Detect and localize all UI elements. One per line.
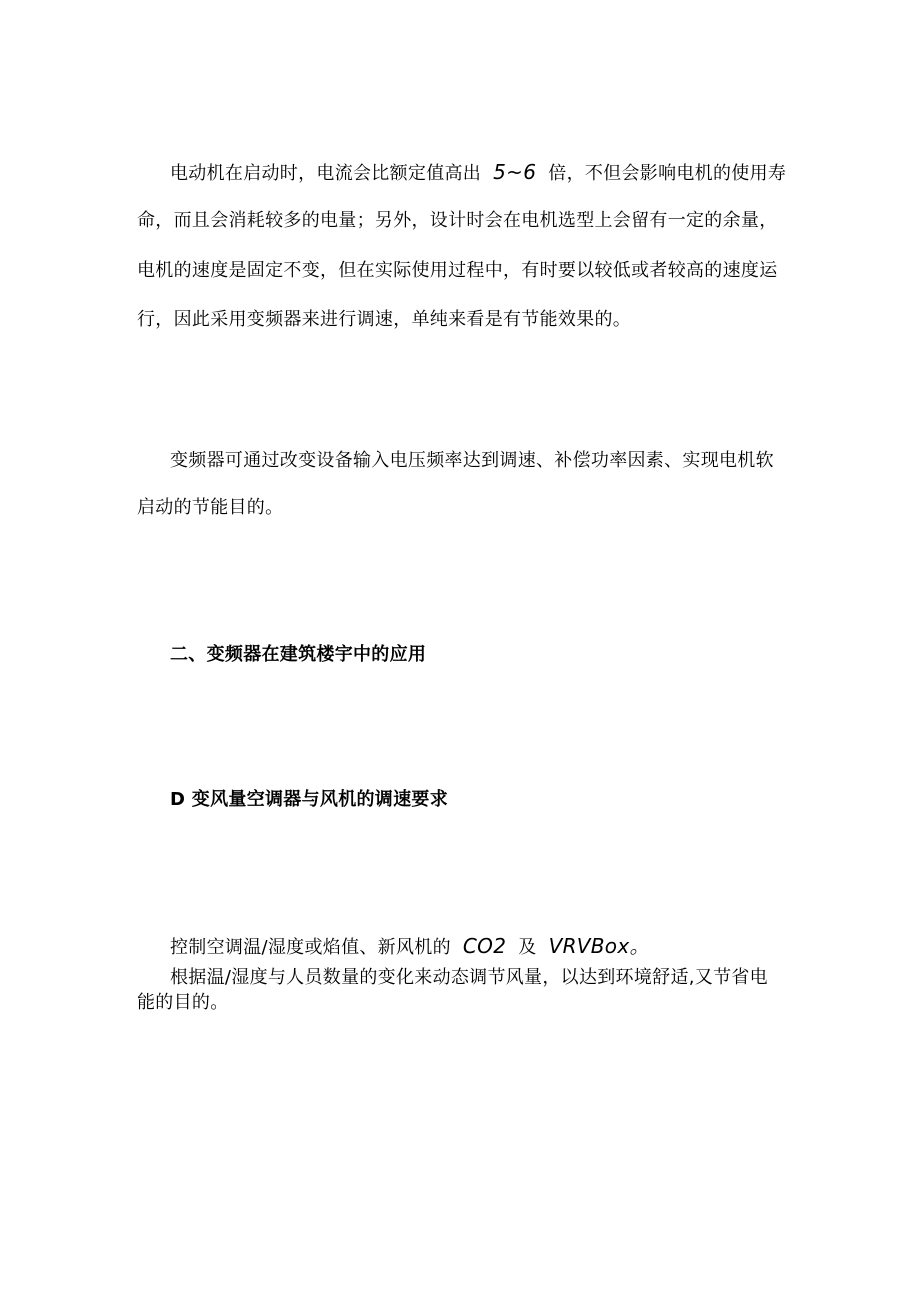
paragraph-3-line-3: 能的目的。 [137,992,229,1013]
paragraph-1-line-1-head: 电动机在启动时，电流会比额定值高出 [170,163,482,184]
co2-label: CO2 [462,934,507,958]
paragraph-2-line-2: 启动的节能目的。 [137,497,284,518]
paragraph-1-line-2: 命，而且会消耗较多的电量；另外，设计时会在电机选型上会留有一定的余量， [137,210,778,231]
paragraph-3-line-1 [170,934,650,960]
paragraph-1-line-3: 电机的速度是固定不变，但在实际使用过程中，有时要以较低或者较高的速度运 [137,260,778,281]
paragraph-3-line-1-mid: 及 [518,937,537,958]
vrvbox-label: VRVBox。 [548,934,650,958]
paragraph-1-line-4: 行，因此采用变频器来进行调速，单纯来看是有节能效果的。 [137,309,632,330]
multiplier-value: 5~6 [493,160,537,184]
paragraph-3-line-1-head: 控制空调温/湿度或焰值、新风机的 [170,937,451,958]
paragraph-2-line-1: 变频器可通过改变设备输入电压频率达到调速、补偿功率因素、实现电机软 [170,450,774,471]
section-heading: 二、变频器在建筑楼宇中的应用 [170,644,427,665]
paragraph-3-line-2: 根据温/湿度与人员数量的变化来动态调节风量，以达到环境舒适,又节省电 [170,967,768,988]
paragraph-1-line-1 [170,160,786,186]
subsection-heading: D 变风量空调器与风机的调速要求 [170,789,449,810]
paragraph-1-line-1-tail: 倍，不但会影响电机的使用寿 [548,163,787,184]
